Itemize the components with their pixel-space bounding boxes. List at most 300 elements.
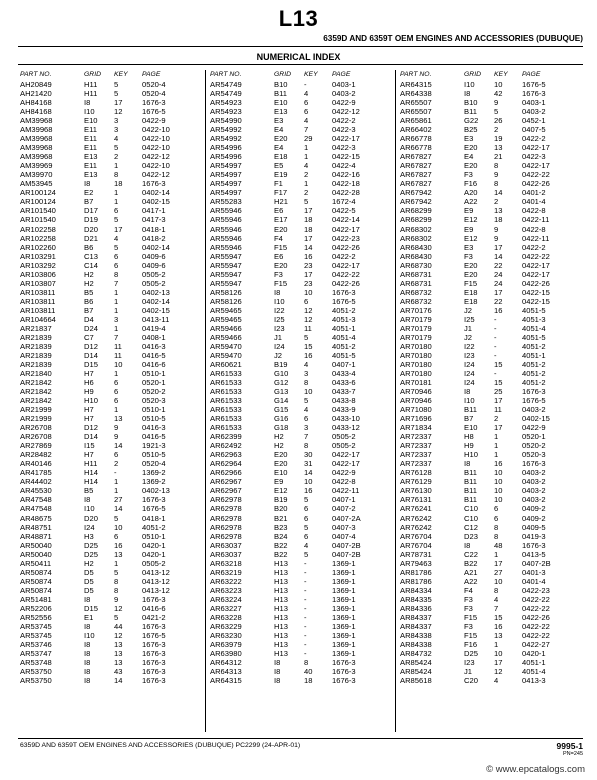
part-number-cell: AR70179 <box>400 323 432 333</box>
key-cell: - <box>494 350 497 360</box>
part-number-cell: AR76242 <box>400 522 432 532</box>
page-cell: 0401-2 <box>522 188 546 198</box>
table-row <box>210 649 388 658</box>
table-row <box>210 170 388 179</box>
page-cell: 0421-2 <box>142 612 166 622</box>
key-cell: 18 <box>304 224 313 234</box>
table-row <box>20 523 198 532</box>
key-cell: 14 <box>494 188 503 198</box>
grid-cell: E3 <box>464 242 474 252</box>
key-cell: 3 <box>304 423 309 433</box>
grid-cell: B22 <box>274 540 288 550</box>
key-cell: - <box>494 332 497 342</box>
key-cell: 18 <box>304 215 313 225</box>
page-cell: 0402-14 <box>142 242 170 252</box>
page-cell: 0422-22 <box>522 630 550 640</box>
part-number-cell: AR70176 <box>400 305 432 315</box>
page-cell: 0402-14 <box>142 188 170 198</box>
key-cell: 27 <box>494 567 503 577</box>
page-cell: 0422-11 <box>522 215 550 225</box>
page-cell: 1369-1 <box>332 603 356 613</box>
page-cell: 0407-3 <box>332 522 356 532</box>
key-cell: 27 <box>114 495 123 505</box>
grid-cell: C12 <box>464 522 478 532</box>
grid-cell: H13 <box>274 621 288 631</box>
part-number-cell: AR61533 <box>210 405 242 415</box>
key-cell: 8 <box>304 378 309 388</box>
key-cell: 12 <box>114 630 123 640</box>
page-header: PAGE <box>142 71 161 78</box>
grid-cell: F1 <box>274 179 283 189</box>
table-row <box>20 215 198 224</box>
page-cell: 0409-2 <box>522 504 546 514</box>
key-cell: 17 <box>304 206 313 216</box>
part-number-cell: AM39968 <box>20 143 53 153</box>
page-cell: 1676-3 <box>522 387 546 397</box>
grid-cell: E18 <box>464 287 478 297</box>
key-cell: 18 <box>304 676 313 686</box>
page-cell: 0419-4 <box>142 323 166 333</box>
key-cell: 19 <box>494 134 503 144</box>
page-cell: 0407-4 <box>332 531 356 541</box>
grid-cell: G16 <box>274 414 289 424</box>
key-cell: 12 <box>304 305 313 315</box>
grid-cell: H13 <box>274 594 288 604</box>
table-row <box>20 315 198 324</box>
grid-cell: G18 <box>274 423 289 433</box>
part-number-cell: AR54997 <box>210 161 242 171</box>
table-row <box>400 360 578 369</box>
grid-cell: H11 <box>84 459 98 469</box>
grid-cell: B5 <box>84 486 94 496</box>
grid-cell: B11 <box>464 468 477 478</box>
table-row <box>20 161 198 170</box>
part-number-cell: AR76130 <box>400 486 432 496</box>
page-cell: 0422-2 <box>332 251 356 261</box>
grid-cell: H9 <box>464 441 474 451</box>
grid-cell: B20 <box>274 504 288 514</box>
part-number-cell: AR70180 <box>400 369 432 378</box>
table-row <box>210 152 388 161</box>
table-row <box>20 658 198 667</box>
table-row <box>210 432 388 441</box>
grid-cell: H13 <box>274 585 288 595</box>
table-row <box>20 125 198 134</box>
part-number-cell: AR64315 <box>400 80 432 89</box>
page-cell: 0407-5 <box>522 125 546 135</box>
page-cell: 0413-5 <box>522 549 546 559</box>
page-cell: 0510-1 <box>142 369 166 378</box>
index-column-2 <box>210 70 398 685</box>
page-cell: 0418-1 <box>142 224 166 234</box>
table-row <box>400 116 578 125</box>
grid-cell: I8 <box>84 676 91 686</box>
page-cell: 0407-1 <box>332 495 356 505</box>
table-row <box>400 161 578 170</box>
part-number-cell: AR45530 <box>20 486 52 496</box>
table-row <box>400 234 578 243</box>
page-cell: 0422-11 <box>522 233 550 243</box>
grid-cell: B11 <box>464 107 477 117</box>
part-number-cell: AR85424 <box>400 658 432 667</box>
key-cell: 9 <box>114 594 119 604</box>
table-row <box>210 360 388 369</box>
part-number-cell: AR47548 <box>20 504 52 514</box>
table-row <box>210 206 388 215</box>
part-number-cell: AM39968 <box>20 116 53 126</box>
key-cell: 4 <box>494 676 499 686</box>
key-cell: 13 <box>114 414 123 424</box>
grid-cell: A22 <box>464 576 478 586</box>
table-row <box>210 215 388 224</box>
key-cell: 6 <box>494 504 499 514</box>
parts-index-table <box>400 70 578 685</box>
part-number-cell: AR53746 <box>20 639 52 649</box>
page-cell: 0422-17 <box>522 260 550 270</box>
grid-cell: I8 <box>84 495 91 505</box>
table-row <box>400 532 578 541</box>
part-number-cell: AR54990 <box>210 116 242 126</box>
grid-cell: I8 <box>84 667 91 677</box>
page-cell: 1676-3 <box>522 89 546 99</box>
table-row <box>210 324 388 333</box>
grid-cell: I8 <box>464 89 471 99</box>
page-cell: 0422-26 <box>522 612 550 622</box>
page-cell: 0422-2 <box>332 116 356 126</box>
page-cell: 1676-3 <box>142 658 166 667</box>
page-cell: 0520-4 <box>142 89 166 99</box>
key-cell: 8 <box>114 170 119 180</box>
part-number-cell: AH21420 <box>20 89 52 99</box>
part-number-cell: AR63230 <box>210 630 242 640</box>
page-cell: 0505-2 <box>332 441 356 451</box>
grid-cell: C13 <box>84 251 98 261</box>
page-cell: 0422-8 <box>522 206 546 216</box>
part-number-cell: AM39970 <box>20 170 53 180</box>
part-number-cell: AR72337 <box>400 450 432 460</box>
grid-cell: E20 <box>464 260 478 270</box>
grid-cell: B21 <box>274 513 288 523</box>
table-row <box>400 252 578 261</box>
page-cell: 4051-2 <box>142 522 166 532</box>
grid-cell: F4 <box>274 233 283 243</box>
table-row <box>20 432 198 441</box>
grid-cell: E12 <box>464 233 478 243</box>
header-rule-lower <box>18 64 583 65</box>
part-number-cell: AR62978 <box>210 504 242 514</box>
table-row <box>400 324 578 333</box>
grid-cell: E4 <box>464 152 474 162</box>
part-number-cell: AR54997 <box>210 170 242 180</box>
grid-cell: I8 <box>84 594 91 604</box>
grid-cell: E20 <box>274 134 288 144</box>
key-cell: 8 <box>494 522 499 532</box>
grid-cell: D4 <box>84 314 94 324</box>
table-row <box>210 161 388 170</box>
part-number-cell: AR58126 <box>210 296 242 306</box>
key-cell: 25 <box>494 387 503 397</box>
grid-cell: I10 <box>84 107 95 117</box>
page-cell: 4051-5 <box>332 350 356 360</box>
table-row <box>400 206 578 215</box>
table-row <box>210 297 388 306</box>
grid-cell: I8 <box>274 667 281 677</box>
table-row <box>210 342 388 351</box>
key-cell: 1 <box>114 197 119 207</box>
page-cell: 0433-6 <box>332 378 356 388</box>
part-number-cell: AR50040 <box>20 540 52 550</box>
part-number-cell: AR40146 <box>20 459 52 469</box>
part-number-cell: AR72337 <box>400 441 432 451</box>
part-number-cell: AR53748 <box>20 658 52 667</box>
key-cell: 6 <box>114 260 119 270</box>
grid-cell: B5 <box>84 287 94 297</box>
page-cell: 0422-9 <box>142 116 166 126</box>
grid-cell: I24 <box>464 359 475 369</box>
table-row <box>20 333 198 342</box>
page-cell: 0403-2 <box>522 477 546 487</box>
part-number-cell: AR70179 <box>400 314 432 324</box>
page-cell: 0422-11 <box>332 486 360 496</box>
grid-cell: E20 <box>464 143 478 153</box>
table-row <box>400 676 578 685</box>
table-row <box>400 197 578 206</box>
grid-cell: I8 <box>274 658 281 667</box>
page-cell: 1369-1 <box>332 621 356 631</box>
key-cell: - <box>304 567 307 577</box>
grid-cell: B11 <box>464 477 477 487</box>
grid-cell: F15 <box>274 278 288 288</box>
table-row <box>20 495 198 504</box>
grid-cell: B6 <box>84 242 94 252</box>
part-number-cell: AR44402 <box>20 477 52 487</box>
table-row <box>210 279 388 288</box>
table-row <box>210 459 388 468</box>
page-cell: 0402-15 <box>522 414 550 424</box>
table-row <box>400 441 578 450</box>
grid-cell: F15 <box>464 278 478 288</box>
table-row <box>210 270 388 279</box>
grid-cell: E1 <box>84 612 94 622</box>
page-cell: 1369-1 <box>332 630 356 640</box>
table-row <box>210 234 388 243</box>
part-number-cell: AR62964 <box>210 459 242 469</box>
grid-cell: C10 <box>464 513 478 523</box>
table-row <box>210 532 388 541</box>
part-number-cell: AR55946 <box>210 224 242 234</box>
part-number-cell: AR62978 <box>210 531 242 541</box>
table-row <box>400 225 578 234</box>
table-row <box>210 387 388 396</box>
part-number-cell: AR84335 <box>400 594 432 604</box>
part-number-cell: AR21837 <box>20 323 52 333</box>
key-cell: - <box>494 314 497 324</box>
table-row <box>400 170 578 179</box>
part-number-cell: AR26708 <box>20 432 52 442</box>
key-cell: 40 <box>304 667 313 677</box>
key-header: KEY <box>114 71 128 78</box>
page-cell: 0422-15 <box>522 296 550 306</box>
key-cell: 6 <box>114 531 119 541</box>
grid-cell: H7 <box>84 450 94 460</box>
grid-cell: B11 <box>464 495 477 505</box>
grid-cell: J2 <box>274 350 283 360</box>
grid-cell: D12 <box>84 341 98 351</box>
key-cell: 17 <box>494 423 503 433</box>
grid-cell: F15 <box>464 612 478 622</box>
page-cell: 0422-28 <box>332 188 360 198</box>
part-number-cell: AR53750 <box>20 667 52 677</box>
table-row <box>20 324 198 333</box>
grid-cell: I22 <box>274 305 285 315</box>
part-number-cell: AR61533 <box>210 369 242 378</box>
grid-cell: B11 <box>274 89 287 99</box>
page-cell: 0403-2 <box>522 486 546 496</box>
part-number-cell: AR68731 <box>400 269 432 279</box>
grid-cell: H21 <box>274 197 288 207</box>
key-cell: 10 <box>494 468 503 478</box>
table-row <box>210 613 388 622</box>
part-number-cell: AR63229 <box>210 621 242 631</box>
table-row <box>210 306 388 315</box>
key-cell: 12 <box>114 603 123 613</box>
part-number-cell: AR68299 <box>400 215 432 225</box>
grid-cell: D5 <box>84 567 94 577</box>
page-cell: 0408-1 <box>142 332 166 342</box>
page-cell: 1921-3 <box>142 441 166 451</box>
part-number-cell: AR62963 <box>210 450 242 460</box>
table-row <box>210 116 388 125</box>
table-row <box>400 423 578 432</box>
part-number-cell: AR28482 <box>20 450 52 460</box>
part-number-cell: AR62966 <box>210 468 242 478</box>
key-cell: 1 <box>114 405 119 415</box>
page-cell: 0416-3 <box>142 423 166 433</box>
part-number-cell: AR64315 <box>210 676 242 686</box>
key-cell: 15 <box>494 359 503 369</box>
table-row <box>20 486 198 495</box>
part-no-header: PART NO. <box>400 71 432 78</box>
table-row <box>400 667 578 676</box>
grid-cell: D12 <box>84 423 98 433</box>
grid-cell: I10 <box>464 396 475 406</box>
table-row <box>400 631 578 640</box>
page-cell: 0401-4 <box>522 197 546 207</box>
part-number-cell: AR50040 <box>20 549 52 559</box>
table-row <box>210 134 388 143</box>
table-row <box>210 179 388 188</box>
table-row <box>20 170 198 179</box>
key-cell: 8 <box>114 269 119 279</box>
page-cell: 0407-2B <box>522 558 551 568</box>
grid-cell: I24 <box>84 522 95 532</box>
grid-cell: I22 <box>464 341 475 351</box>
key-header: KEY <box>304 71 318 78</box>
table-row <box>400 586 578 595</box>
page-cell: 0422-17 <box>332 260 360 270</box>
page-cell: 0433-9 <box>332 405 356 415</box>
key-cell: - <box>304 558 307 568</box>
grid-cell: E20 <box>274 224 288 234</box>
key-cell: 6 <box>114 450 119 460</box>
page-cell: 0422-17 <box>332 450 360 460</box>
page-cell: 0520-3 <box>142 396 166 406</box>
table-row <box>210 441 388 450</box>
part-number-cell: AR67827 <box>400 179 432 189</box>
table-row <box>20 378 198 387</box>
key-cell: 5 <box>304 522 309 532</box>
page-cell: 0422-27 <box>522 639 550 649</box>
key-cell: 11 <box>304 323 312 333</box>
table-row <box>400 495 578 504</box>
grid-cell: H7 <box>84 414 94 424</box>
grid-cell: D20 <box>84 513 98 523</box>
key-cell: 2 <box>114 459 119 469</box>
grid-cell: H8 <box>464 432 474 442</box>
grid-cell: I8 <box>84 621 91 631</box>
grid-cell: E13 <box>274 107 288 117</box>
part-number-cell: AR63979 <box>210 639 242 649</box>
part-number-cell: AR76131 <box>400 495 432 505</box>
part-number-cell: AR41785 <box>20 468 52 478</box>
table-row <box>400 98 578 107</box>
grid-cell: I23 <box>464 658 475 667</box>
part-number-cell: AR60621 <box>210 359 242 369</box>
grid-cell: D20 <box>84 224 98 234</box>
page-cell: 0422-2 <box>522 242 546 252</box>
key-cell: 1 <box>494 639 499 649</box>
key-cell: - <box>304 585 307 595</box>
key-cell: 9 <box>494 224 499 234</box>
table-row <box>20 243 198 252</box>
table-row <box>210 197 388 206</box>
part-number-cell: AR65861 <box>400 116 432 126</box>
key-cell: 1 <box>114 161 119 171</box>
grid-cell: G22 <box>464 116 479 126</box>
page-cell: 1676-5 <box>142 504 166 514</box>
key-cell: 10 <box>304 287 313 297</box>
page-cell: 0403-2 <box>522 495 546 505</box>
part-number-cell: AR21842 <box>20 378 52 388</box>
part-number-cell: AR68731 <box>400 278 432 288</box>
key-cell: 29 <box>304 134 313 144</box>
page-cell: 0402-15 <box>142 305 170 315</box>
table-row <box>20 423 198 432</box>
table-row <box>210 676 388 685</box>
part-number-cell: AR55947 <box>210 251 242 261</box>
grid-cell: H6 <box>84 378 94 388</box>
page-cell: 0422-17 <box>522 269 550 279</box>
part-number-cell: AR68299 <box>400 206 432 216</box>
part-number-cell: AR53747 <box>20 648 52 658</box>
key-cell: 15 <box>494 612 503 622</box>
key-cell: 2 <box>114 152 119 162</box>
grid-cell: J2 <box>464 332 473 342</box>
grid-cell: E20 <box>464 269 478 279</box>
grid-cell: H13 <box>274 567 288 577</box>
table-row <box>400 315 578 324</box>
grid-cell: E18 <box>274 152 288 162</box>
table-row <box>20 441 198 450</box>
part-number-cell: AR71696 <box>400 414 432 424</box>
table-row <box>400 604 578 613</box>
part-number-cell: AR62978 <box>210 495 242 505</box>
table-row <box>20 98 198 107</box>
part-number-cell: AR62967 <box>210 477 242 487</box>
grid-cell: E3 <box>464 134 474 144</box>
grid-cell: E20 <box>274 459 288 469</box>
grid-cell: B25 <box>464 125 478 135</box>
